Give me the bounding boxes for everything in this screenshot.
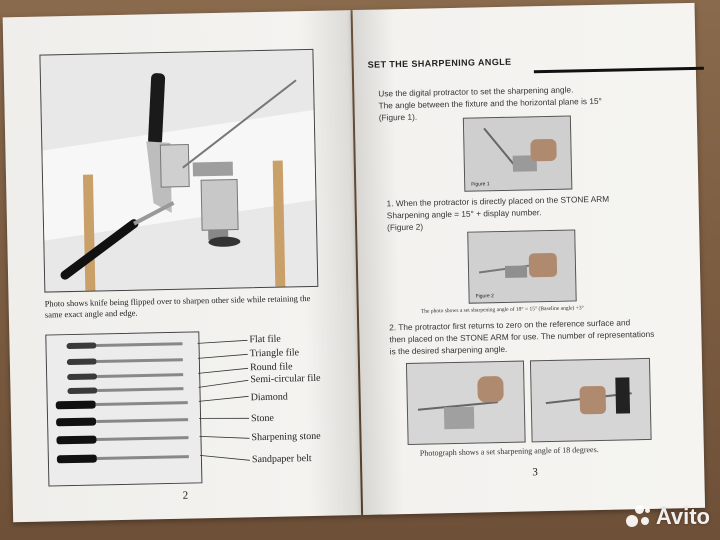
tool-label-flat-file: Flat file xyxy=(249,333,281,346)
tool-label-stone: Stone xyxy=(250,412,274,425)
step-2-line-1: 2. The protractor first returns to zero on the reference surface and xyxy=(389,317,631,333)
sharpening-tools-photo xyxy=(45,331,202,486)
intro-line-1: Use the digital protractor to set the sharpening angle. xyxy=(378,84,574,99)
tool-label-round-file: Round file xyxy=(249,361,293,374)
section-heading: SET THE SHARPENING ANGLE xyxy=(367,56,512,70)
figure-2-caption: The photo shows a set sharpening angle of 18° = 15° (Baseline angle) +3° xyxy=(420,305,584,315)
tool-label-sharpening-stone: Sharpening stone xyxy=(251,430,321,444)
figure-1-label: Figure 1 xyxy=(471,181,490,188)
tools-illustration xyxy=(46,332,201,485)
avito-watermark-text: Avito xyxy=(655,504,710,529)
figure-1-illustration xyxy=(464,117,571,191)
page-number-right: 3 xyxy=(532,466,538,479)
tool-label-list xyxy=(249,330,359,466)
bottom-photo-caption: Photograph shows a set sharpening angle of 18 degrees. xyxy=(419,445,599,458)
intro-line-3: (Figure 1). xyxy=(378,111,418,123)
open-booklet xyxy=(3,3,714,538)
step-1-paragraph xyxy=(386,191,687,233)
figure-2-illustration xyxy=(468,230,575,302)
heading-rule xyxy=(534,67,704,74)
left-page xyxy=(3,10,361,522)
tool-pointer-arrows xyxy=(197,330,252,481)
tool-label-sandpaper-belt: Sandpaper belt xyxy=(251,453,312,466)
tool-label-diamond: Diamond xyxy=(250,391,288,404)
figure-2-photo xyxy=(467,229,576,303)
figure-1-photo xyxy=(463,116,573,192)
step-1-line-2: Sharpening angle = 15° + display number. xyxy=(386,207,542,221)
figure-2-label: Figure 2 xyxy=(475,293,494,300)
step-2-paragraph xyxy=(389,315,700,357)
intro-line-2: The angle between the fixture and the horizontal plane is 15° xyxy=(378,95,602,111)
step-2-line-3: is the desired sharpening angle. xyxy=(389,343,508,357)
photo-right-illustration xyxy=(531,359,651,441)
tool-label-triangle-file: Triangle file xyxy=(249,347,300,360)
right-page xyxy=(353,3,706,515)
knife-sharpener-photo xyxy=(39,49,318,293)
section-heading-wrap xyxy=(368,53,668,69)
photo-right-bottom xyxy=(530,358,652,442)
page-number-left: 2 xyxy=(182,489,189,502)
step-1-line-1: 1. When the protractor is directly placed on the STONE ARM xyxy=(386,193,610,209)
step-2-line-2: then placed on the STONE ARM for use. The number of representations xyxy=(389,328,655,345)
sharpener-illustration xyxy=(40,50,317,292)
tool-label-semi-circular-file: Semi-circular file xyxy=(250,372,321,386)
avito-logo-icon xyxy=(626,505,652,529)
photo-left-illustration xyxy=(407,362,525,444)
step-1-line-3: (Figure 2) xyxy=(387,221,424,233)
knife-flip-caption: Photo shows knife being flipped over to sharpen other side while retaining the same exact angle and edge. xyxy=(44,293,311,320)
avito-watermark xyxy=(626,504,710,530)
photo-left-bottom xyxy=(406,361,526,445)
